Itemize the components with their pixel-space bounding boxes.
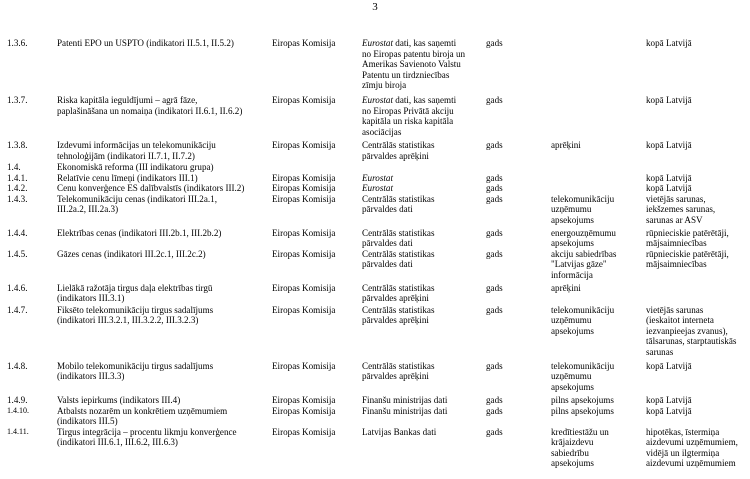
source-text: Centrālās statistikas pārvaldes aprēķini — [362, 304, 435, 325]
organization: Eiropas Komisija — [272, 172, 336, 183]
row-number: 1.4.1. — [7, 172, 28, 183]
coverage: hipotēkas, īstermiņa aizdevumi uzņēmumiem, vidējā un ilgtermiņa aizdevumi uzņēmumiem — [646, 426, 738, 468]
row-number: 1.4.3. — [7, 193, 28, 204]
table-row — [0, 361, 750, 395]
coverage: vietējās sarunas (ieskaitot interneta iezvanpieejas zvanus), tālsarunas, starptautiskās sarunas — [646, 304, 737, 357]
source-text: Latvijas Bankas dati — [362, 426, 437, 437]
organization: Eiropas Komisija — [272, 304, 336, 315]
coverage: vietējās sarunas, iekšzemes sarunas, sarunas ar ASV — [646, 193, 716, 225]
source-italic: Eurostat — [362, 38, 393, 48]
table-row — [0, 406, 750, 427]
table-row — [0, 228, 750, 249]
source-text: dati, kas saņemti no Eiropas patentu biroja un Amerikas Savienoto Valstu Patentu un tirdzniecības zīmju biroja — [362, 38, 466, 90]
periodicity: gads — [486, 405, 503, 416]
page-number: 3 — [372, 1, 378, 13]
row-number: 1.3.8. — [7, 140, 28, 150]
table-row — [0, 173, 750, 184]
periodicity: gads — [486, 140, 503, 150]
source-text: Centrālās statistikas pārvaldes aprēķini — [362, 360, 435, 381]
source-text: Centrālās statistikas pārvaldes dati — [362, 193, 435, 214]
coverage: rūpnieciskie patērētāji, mājsaimniecības — [646, 227, 729, 248]
method: aprēķini — [551, 140, 581, 150]
indicator-name: Tirgus integrācija – procentu likmju konverģence (indikatori III.6.1, III.6.2, III.6.3) — [57, 426, 237, 447]
organization: Eiropas Komisija — [272, 405, 336, 416]
data-source — [362, 140, 484, 161]
data-source — [362, 361, 484, 382]
periodicity: gads — [486, 172, 503, 183]
method: telekomunikāciju uzņēmumu apsekojums — [551, 360, 615, 392]
method: energouzņēmumu apsekojums — [551, 227, 616, 248]
coverage: kopā Latvijā — [646, 394, 692, 405]
row-number: 1.4.6. — [7, 282, 28, 293]
table-row — [0, 95, 750, 140]
section-heading-row — [0, 162, 750, 173]
coverage: kopā Latvijā — [646, 172, 692, 183]
method: pilns apsekojums — [551, 394, 614, 405]
row-number: 1.4.5. — [7, 248, 28, 259]
coverage: kopā Latvijā — [646, 405, 692, 416]
table-row — [0, 38, 750, 95]
periodicity: gads — [486, 95, 503, 105]
row-number: 1.4.4. — [7, 227, 28, 238]
table-row — [0, 183, 750, 194]
indicator-name: Atbalsts nozarēm un konkrētiem uzņēmumiem (indikators III.5) — [57, 405, 228, 426]
periodicity: gads — [486, 282, 503, 293]
row-number: 1.4. — [7, 162, 21, 172]
coverage: rūpnieciskie patērētāji, mājsaimniecības — [646, 248, 729, 269]
source-text: dati, kas saņemti no Eiropas Privātā akciju kapitāla un riska kapitāla asociācijas — [362, 95, 457, 137]
table-row — [0, 283, 750, 305]
data-source — [362, 406, 484, 417]
organization: Eiropas Komisija — [272, 38, 336, 48]
source-text: Centrālās statistikas pārvaldes dati — [362, 227, 435, 248]
coverage: kopā Latvijā — [646, 360, 692, 371]
method: aprēķini — [551, 282, 581, 293]
coverage: kopā Latvijā — [646, 183, 692, 193]
indicator-name: Fiksēto telekomunikāciju tirgus sadalījums (indikatori III.3.2.1, III.3.2.2, III.3.2.3) — [57, 304, 214, 325]
organization: Eiropas Komisija — [272, 360, 336, 371]
row-number: 1.4.11. — [7, 426, 29, 436]
data-source — [362, 427, 484, 438]
indicator-name: Relatīvie cenu līmeņi (indikators III.1) — [57, 172, 198, 183]
method: kredītiestāžu un krājaizdevu sabiedrību apsekojums — [551, 426, 609, 468]
periodicity: gads — [486, 304, 503, 315]
indicator-name: Patenti EPO un USPTO (indikatori II.5.1, II.5.2) — [57, 38, 234, 48]
method: pilns apsekojums — [551, 405, 614, 416]
periodicity: gads — [486, 183, 503, 193]
organization: Eiropas Komisija — [272, 426, 336, 437]
indicator-name: Riska kapitāla ieguldījumi – agrā fāze, paplašināšana un nomaiņa (indikatori II.6.1, II.6.2) — [57, 95, 243, 116]
periodicity: gads — [486, 394, 503, 405]
organization: Eiropas Komisija — [272, 193, 336, 204]
data-source — [362, 395, 484, 406]
source-italic: Eurostat — [362, 183, 393, 193]
row-number: 1.3.7. — [7, 95, 28, 105]
row-number: 1.4.10. — [7, 405, 29, 415]
indicator-name: Elektrības cenas (indikatori III.2b.1, III.2b.2) — [57, 227, 222, 238]
organization: Eiropas Komisija — [272, 183, 336, 193]
source-text: Centrālās statistikas pārvaldes aprēķini — [362, 282, 435, 303]
table-row — [0, 249, 750, 283]
periodicity: gads — [486, 248, 503, 259]
data-source — [362, 283, 484, 304]
source-italic: Eurostat — [362, 172, 393, 183]
coverage: kopā Latvijā — [646, 38, 692, 48]
indicator-name: Mobilo telekomunikāciju tirgus sadalījums (indikators III.3.3) — [57, 360, 214, 381]
periodicity: gads — [486, 193, 503, 204]
data-source — [362, 194, 484, 215]
source-text: Centrālās statistikas pārvaldes dati — [362, 248, 435, 269]
indicator-table — [0, 38, 750, 471]
indicator-name: Izdevumi informācijas un telekomunikāciju tehnoloģijām (indikatori II.7.1, II.7.2) — [57, 140, 216, 161]
coverage: kopā Latvijā — [646, 95, 692, 105]
table-row — [0, 395, 750, 406]
table-row — [0, 140, 750, 162]
row-number: 1.4.8. — [7, 360, 28, 371]
data-source — [362, 183, 484, 194]
data-source — [362, 305, 484, 326]
table-row — [0, 427, 750, 471]
row-number: 1.4.2. — [7, 183, 28, 193]
organization: Eiropas Komisija — [272, 282, 336, 293]
organization: Eiropas Komisija — [272, 140, 336, 150]
row-number: 1.4.9. — [7, 394, 28, 405]
table-row — [0, 305, 750, 361]
organization: Eiropas Komisija — [272, 248, 336, 259]
indicator-name: Lielākā ražotāja tirgus daļa elektrības tirgū (indikators III.3.1) — [57, 282, 213, 303]
periodicity: gads — [486, 360, 503, 371]
organization: Eiropas Komisija — [272, 227, 336, 238]
data-source — [362, 95, 484, 137]
method: telekomunikāciju uzņēmumu apsekojums — [551, 193, 615, 225]
indicator-name: Gāzes cenas (indikatori III.2c.1, III.2c.2) — [57, 248, 206, 259]
section-heading: Ekonomiskā reforma (III indikatoru grupa) — [57, 162, 214, 172]
indicator-name: Telekomunikāciju cenas (indikatori III.2a.1, III.2a.2, III.2a.3) — [57, 193, 217, 214]
row-number: 1.3.6. — [7, 38, 28, 48]
indicator-name: Valsts iepirkums (indikators III.4) — [57, 394, 181, 405]
organization: Eiropas Komisija — [272, 394, 336, 405]
method: telekomunikāciju uzņēmumu apsekojums — [551, 304, 615, 336]
periodicity: gads — [486, 38, 503, 48]
data-source — [362, 38, 484, 91]
organization: Eiropas Komisija — [272, 95, 336, 105]
method: akciju sabiedrības "Latvijas gāze" informācija — [551, 248, 617, 280]
periodicity: gads — [486, 227, 503, 238]
data-source — [362, 228, 484, 249]
source-text: Centrālās statistikas pārvaldes aprēķini — [362, 140, 435, 161]
source-text: Finanšu ministrijas dati — [362, 405, 448, 416]
data-source — [362, 173, 484, 184]
table-row — [0, 194, 750, 228]
periodicity: gads — [486, 426, 503, 437]
coverage: kopā Latvijā — [646, 140, 692, 150]
source-italic: Eurostat — [362, 95, 393, 105]
row-number: 1.4.7. — [7, 304, 28, 315]
source-text: Finanšu ministrijas dati — [362, 394, 448, 405]
data-source — [362, 249, 484, 270]
indicator-name: Cenu konverģence ES dalībvalstīs (indikators III.2) — [57, 183, 245, 193]
